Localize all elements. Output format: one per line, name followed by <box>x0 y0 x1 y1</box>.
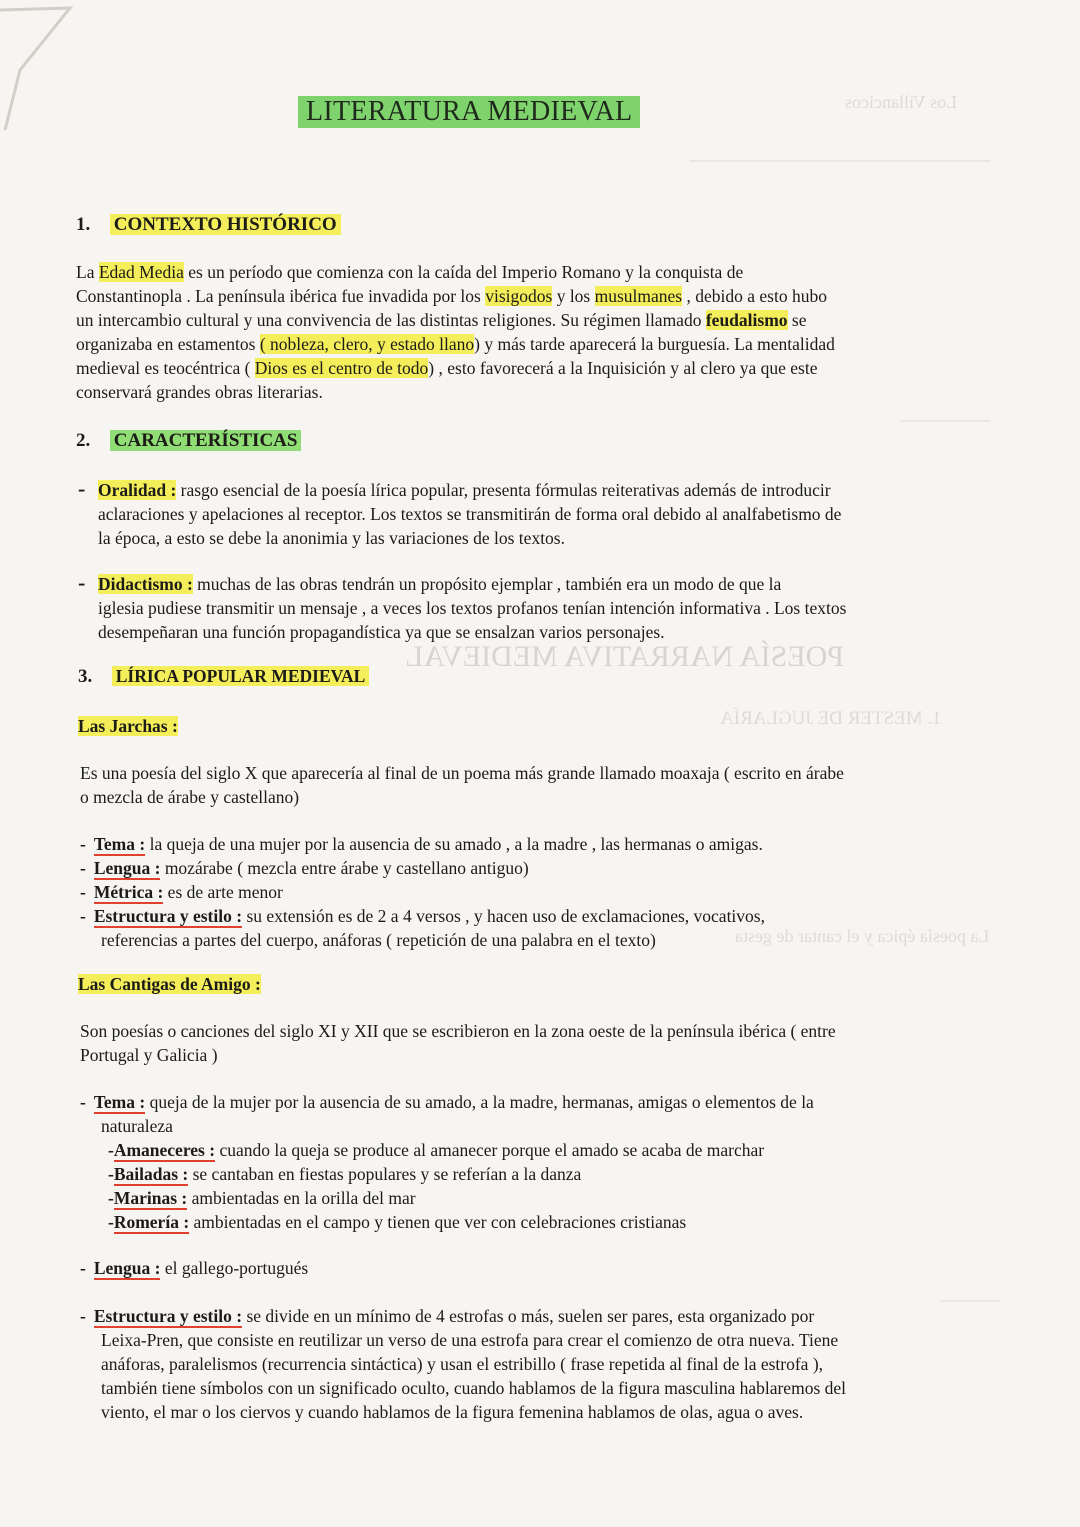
ghost-line <box>690 160 990 162</box>
section-number: 3. <box>78 666 93 687</box>
section-number: 1. <box>76 214 91 235</box>
bullet-dash: - <box>78 476 86 501</box>
section-heading <box>76 430 301 452</box>
bullet-oralidad: Oralidad : rasgo esencial de la poesía lírica popular, presenta fórmulas reiterativas además de introducir aclaraciones y apelaciones al receptor. Los textos se transmitirán de forma oral debido al analfabetismo de la época, a esto se debe la anonimia y las variaciones de los textos. <box>98 480 842 548</box>
ghost-text: POESÍA NARRATIVA MEDIEVAL <box>405 640 844 673</box>
cantigas-lengua: - Lengua : el gallego-portugués <box>80 1258 309 1278</box>
bullet-dash: - <box>78 570 86 595</box>
section-title: LÍRICA POPULAR MEDIEVAL <box>112 666 370 686</box>
cantigas-intro: Son poesías o canciones del siglo XI y XII que se escribieron en la zona oeste de la península ibérica ( entre Portugal y Galicia ) <box>80 1021 836 1065</box>
ghost-text: La poesía épica y el cantar de gesta <box>735 926 990 946</box>
section-heading <box>78 666 369 688</box>
jarchas-list: - Tema : la queja de una mujer por la ausencia de su amado , a la madre , las hermanas o amigas. - Lengua : mozárabe ( mezcla entre árabe y castellano antiguo) - Métrica : es de arte menor - Estructura y estilo : su extensión es de 2 a 4 versos , y hacen uso de exclamaciones, vocativos, referencias a partes del cuerpo, anáforas ( repetición de una palabra en el texto) <box>80 834 765 950</box>
section-title: CARACTERÍSTICAS <box>110 430 302 451</box>
context-paragraph: La Edad Media es un período que comienza con la caída del Imperio Romano y la conquista de Constantinopla . La península ibérica fue invadida por los visigodos y los musulmanes , debido a esto hubo un intercambio cultural y una convivencia de las distintas religiones. Su régimen llamado feudalismo se organizaba en estamentos ( nobleza, clero, y estado llano) y más tarde aparecerá la burguesía. La mentalidad medieval es teocéntrica ( Dios es el centro de todo) , esto favorecerá a la Inquisición y al clero ya que este conservará grandes obras literarias. <box>76 262 835 402</box>
ghost-line <box>940 1300 1000 1302</box>
cantigas-tema: - Tema : queja de la mujer por la ausencia de su amado, a la madre, hermanas, amigas o elementos de la naturaleza -Amaneceres : cuando la queja se produce al amanecer porque el amado se acaba de marchar -Bailadas : se cantaban en fiestas populares y se referían a la danza -Marinas : ambientadas en la orilla del mar -Romería : ambientadas en el campo y tienen que ver con celebraciones cristianas <box>80 1092 814 1232</box>
ghost-text: 1. MESTER DE JUGLARÍA <box>720 708 942 729</box>
ghost-text: Los Villancicos <box>845 92 958 112</box>
page-title: LITERATURA MEDIEVAL <box>298 96 640 128</box>
section-title: CONTEXTO HISTÓRICO <box>110 214 341 235</box>
subsection-heading <box>78 716 178 737</box>
subsection-heading <box>78 974 261 995</box>
section-heading <box>76 214 341 236</box>
subsection-title: Las Cantigas de Amigo : <box>78 974 261 994</box>
cantigas-estructura: - Estructura y estilo : se divide en un mínimo de 4 estrofas o más, suelen ser pares, esta organizado por Leixa-Pren, que consiste en reutilizar un verso de una estrofa para crear el comienzo de otra nueva. Tiene anáforas, paralelismos (recurrencia sintáctica) y usan el estribillo ( frase repetida al final de la estrofa ), también tiene símbolos con un significado oculto, cuando hablamos de la figura masculina hablaremos del viento, el mar o los ciervos y cuando hablamos de la figura femenina hablamos de olas, agua o aves. <box>80 1306 847 1422</box>
bullet-didactismo: Didactismo : muchas de las obras tendrán un propósito ejemplar , también era un modo de que la iglesia pudiese transmitir un mensaje , a veces los textos profanos tenían intención informativa . Los textos desempeñaran una función propagandística ya que se ensalzan varios personajes. <box>98 574 847 642</box>
subsection-title: Las Jarchas : <box>78 716 178 736</box>
jarchas-intro: Es una poesía del siglo X que aparecería al final de un poema más grande llamado moaxaja ( escrito en árabe o mezcla de árabe y castellano) <box>80 763 844 807</box>
ghost-line <box>900 420 990 422</box>
section-number: 2. <box>76 430 91 451</box>
page-corner-fold <box>0 0 80 140</box>
